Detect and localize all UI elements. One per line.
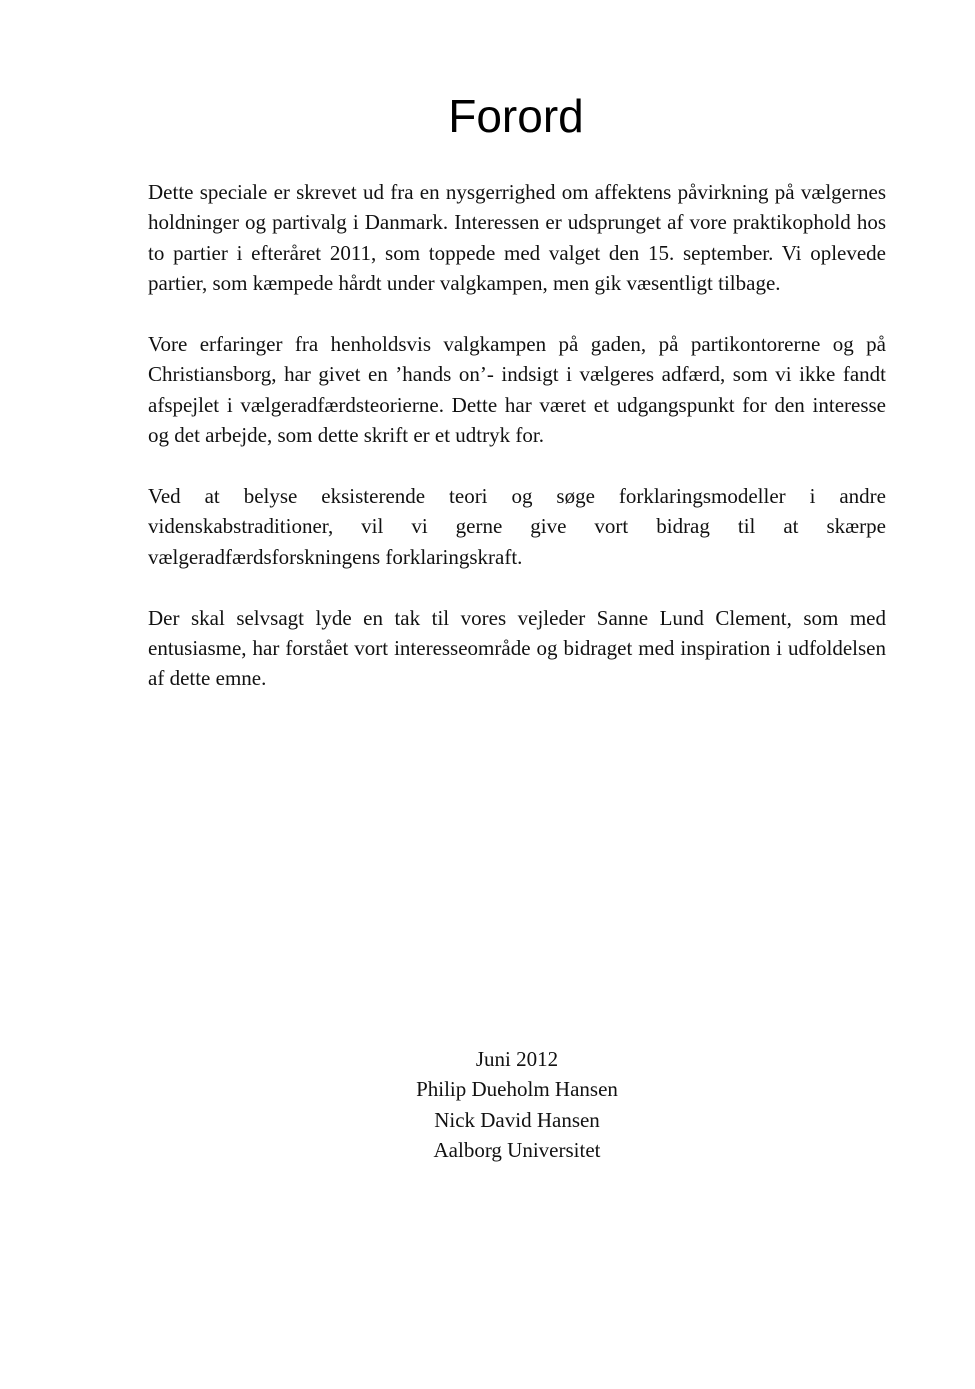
page-title: Forord bbox=[448, 90, 584, 142]
paragraph-3: Ved at belyse eksisterende teori og søge forklaringsmodeller i andre videnskabstraditioner, vil vi gerne give vort bidrag til at skærpe vælgeradfærdsforskningens forklaringskraft. bbox=[148, 484, 886, 569]
signature-block bbox=[148, 1044, 886, 1166]
signature-author-1: Philip Dueholm Hansen bbox=[416, 1077, 618, 1102]
signature-date: Juni 2012 bbox=[475, 1047, 559, 1071]
foreword-body bbox=[148, 177, 886, 724]
paragraph-1: Dette speciale er skrevet ud fra en nysgerrighed om affektens påvirkning på vælgernes holdninger og partivalg i Danmark. Interessen er udsprunget af vore praktikophold hos to partier i efteråret 2011, som toppede med valget den 15. september. Vi oplevede partier, som kæmpede hårdt under valgkampen, men gik væsentligt tilbage. bbox=[148, 180, 886, 296]
signature-author-2: Nick David Hansen bbox=[434, 1107, 600, 1132]
paragraph-4: Der skal selvsagt lyde en tak til vores vejleder Sanne Lund Clement, som med entusiasme, har forstået vort interesseområde og bidraget med inspiration i udfoldelsen af dette emne. bbox=[148, 605, 886, 691]
signature-institution: Aalborg Universitet bbox=[433, 1138, 601, 1163]
paragraph-2: Vore erfaringer fra henholdsvis valgkampen på gaden, på partikontorerne og på Christiansborg, har givet en ’hands on’- indsigt i vælgeres adfærd, som vi ikke fandt afspejlet i vælgeradfærdsteorierne. Dette har været et udgangspunkt for den interesse og det arbejde, som dette skrift er et udtryk for. bbox=[148, 332, 886, 448]
